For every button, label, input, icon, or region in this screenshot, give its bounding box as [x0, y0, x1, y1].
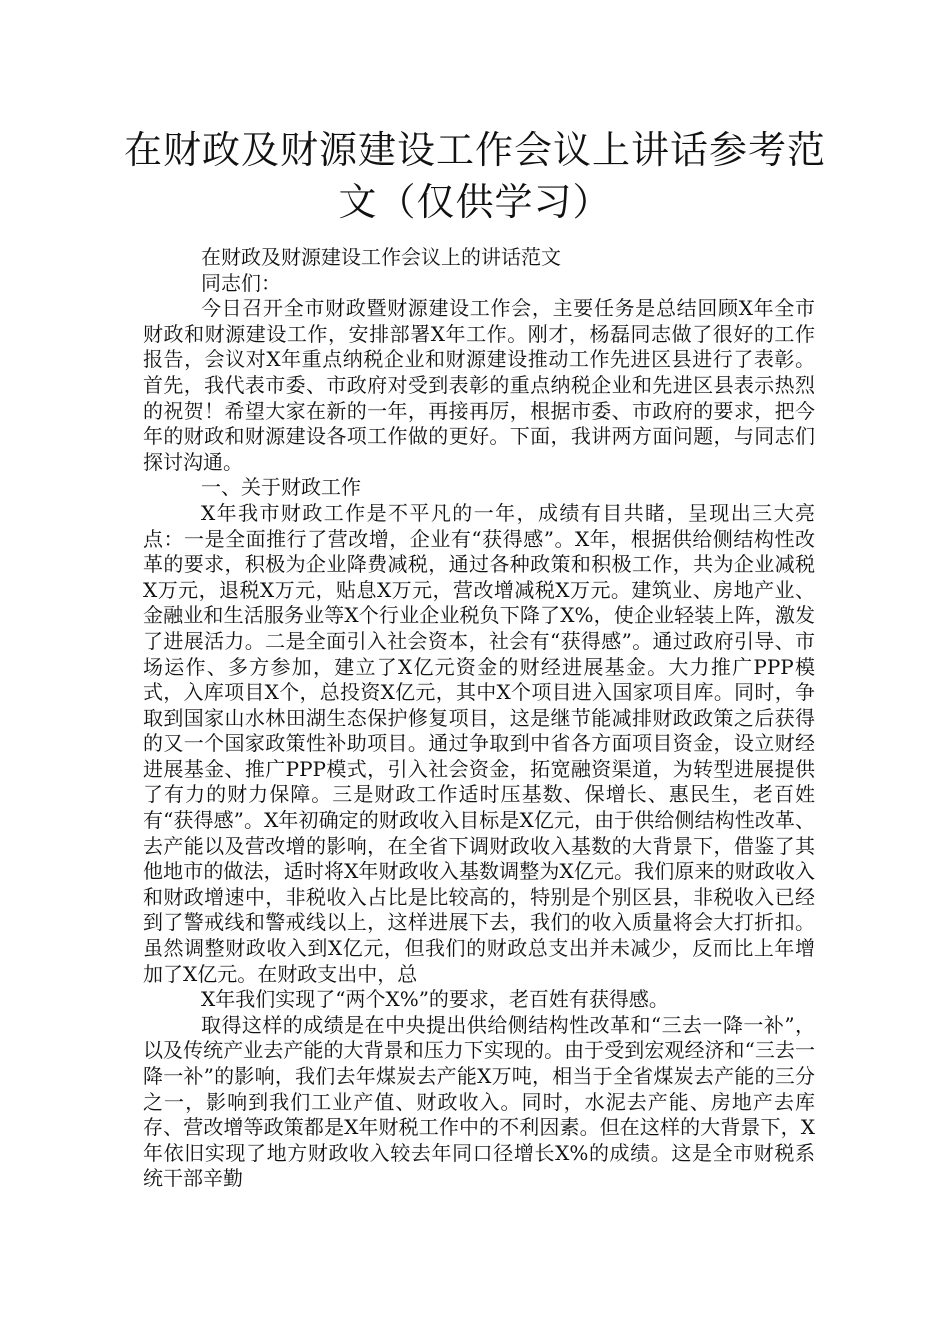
section-heading: 一、关于财政工作: [201, 475, 361, 500]
salutation: 同志们：: [201, 270, 281, 295]
subtitle-line: 在财政及财源建设工作会议上的讲话范文: [201, 245, 561, 269]
body-paragraph: X年我们实现了“两个X%”的要求，老百姓有获得感。: [201, 987, 669, 1012]
document-title: 在财政及财源建设工作会议上讲话参考范文（仅供学习）: [123, 128, 826, 224]
body-paragraph: 今日召开全市财政暨财源建设工作会，主要任务是总结回顾X年全市财政和财源建设工作，安排部署X年工作。刚才，杨磊同志做了很好的工作报告，会议对X年重点纳税企业和财源建设推动工作先进区县进行了表彰。首先，我代表市委、市政府对受到表彰的重点纳税企业和先进区县表示热烈的祝贺！希望大家在新的一年，再接再厉，根据市委、市政府的要求，把今年的财政和财源建设各项工作做的更好。下面，我讲两方面问题，与同志们探讨沟通。: [143, 296, 815, 474]
document-body: [143, 245, 815, 1192]
body-paragraph: X年我市财政工作是不平凡的一年，成绩有目共睹，呈现出三大亮点：一是全面推行了营改增，企业有“获得感”。X年，根据供给侧结构性改革的要求，积极为企业降费减税，通过各种政策和积极工作，共为企业减税X万元，退税X万元，贴息X万元，营改增减税X万元。建筑业、房地产业、金融业和生活服务业等X个行业企业税负下降了X%，使企业轻装上阵，激发了进展活力。二是全面引入社会资本，社会有“获得感”。通过政府引导、市场运作、多方参加，建立了X亿元资金的财经进展基金。大力推广PPP模式，入库项目X个，总投资X亿元，其中X个项目进入国家项目库。同时，争取到国家山水林田湖生态保护修复项目，这是继节能减排财政政策之后获得的又一个国家政策性补助项目。通过争取到中省各方面项目资金，设立财经进展基金、推广PPP模式，引入社会资金，拓宽融资渠道，为转型进展提供了有力的财力保障。三是财政工作适时压基数、保增长、惠民生，老百姓有“获得感”。X年初确定的财政收入目标是X亿元，由于供给侧结构性改革、去产能以及营改增的影响，在全省下调财政收入基数的大背景下，借鉴了其他地市的做法，适时将X年财政收入基数调整为X亿元。我们原来的财政收入和财政增速中，非税收入占比是比较高的，特别是个别区县，非税收入已经到了警戒线和警戒线以上，这样进展下去，我们的收入质量将会大打折扣。虽然调整财政收入到X亿元，但我们的财政总支出并未减少，反而比上年增加了X亿元。在财政支出中，总: [143, 500, 815, 986]
body-paragraph: 取得这样的成绩是在中央提出供给侧结构性改革和“三去一降一补”，以及传统产业去产能的大背景和压力下实现的。由于受到宏观经济和“三去一降一补”的影响，我们去年煤炭去产能X万吨，相当于全省煤炭去产能的三分之一，影响到我们工业产值、财政收入。同时，水泥去产能、房地产去库存、营改增等政策都是X年财税工作中的不利因素。但在这样的大背景下，X年依旧实现了地方财政收入较去年同口径增长X%的成绩。这是全市财税系统干部辛勤: [143, 1012, 815, 1191]
